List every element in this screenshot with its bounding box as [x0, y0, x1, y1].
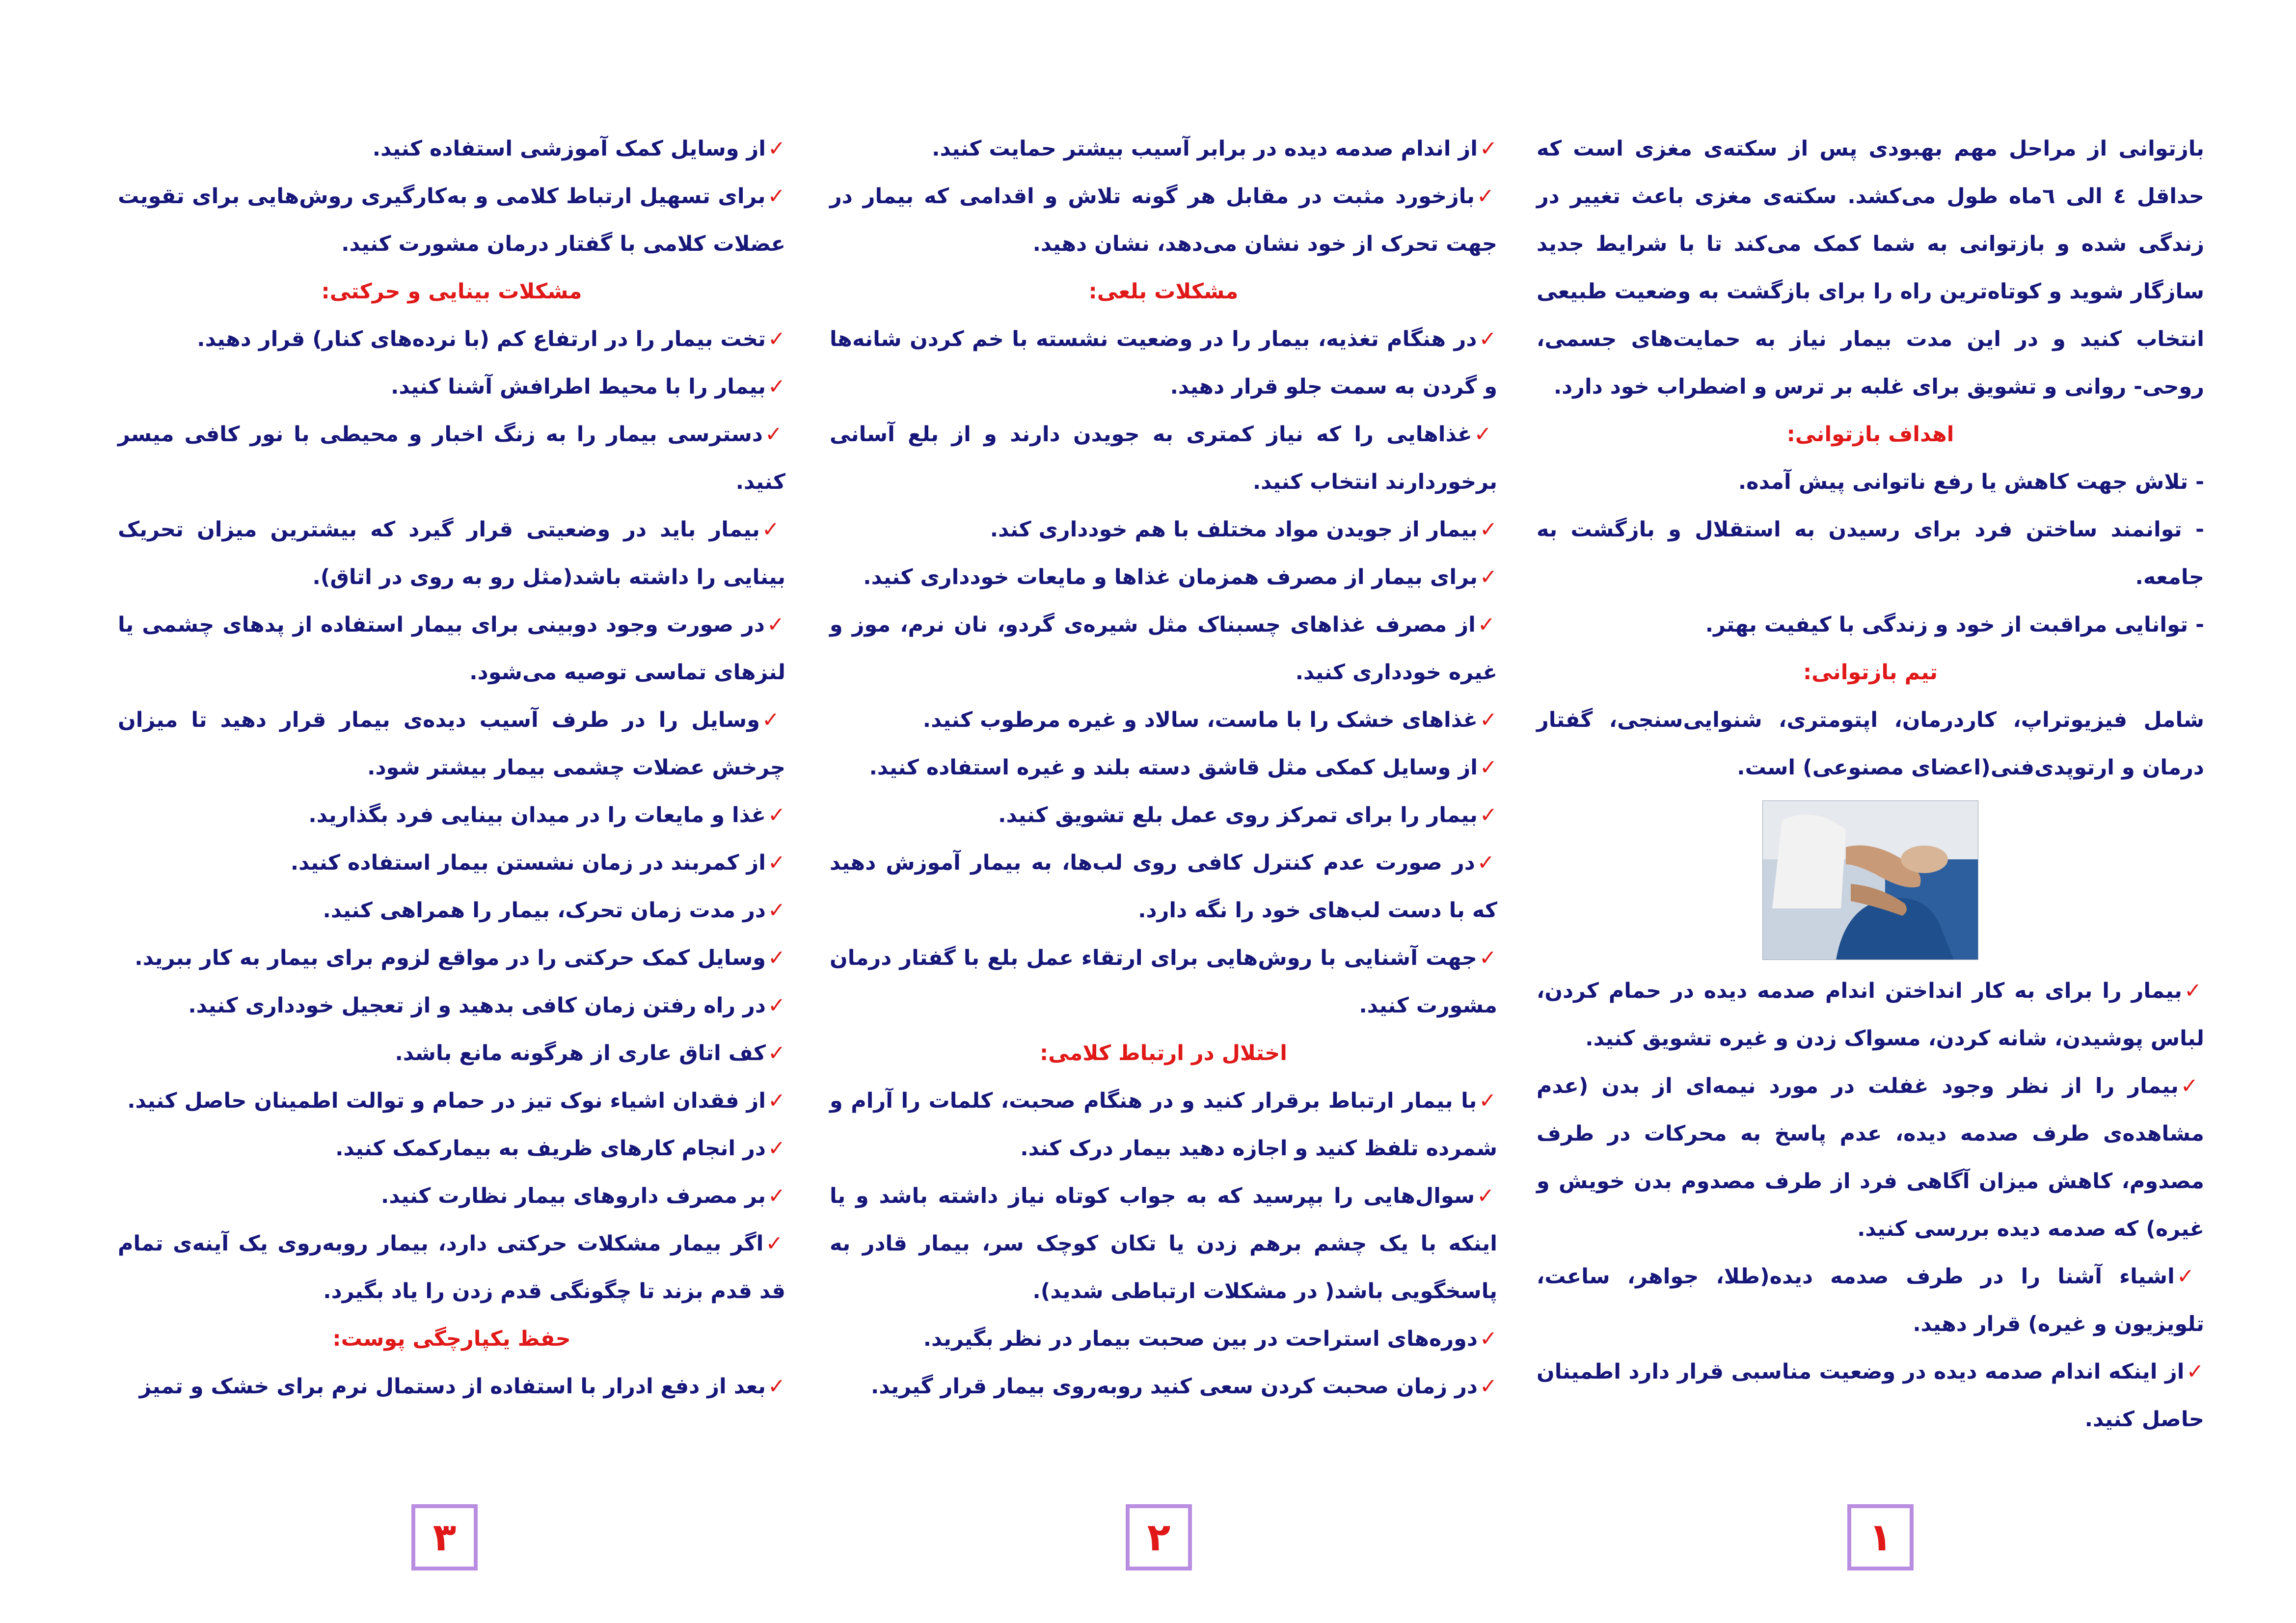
- check-icon: ✓: [767, 1136, 785, 1161]
- check-icon: ✓: [766, 612, 786, 637]
- check-icon: ✓: [1479, 1089, 1497, 1113]
- vision-heading: مشکلات بینایی و حرکتی:: [321, 279, 582, 304]
- bullet-item: ✓غذاهای خشک را با ماست، سالاد و غیره مرطوب کنید.: [922, 708, 1497, 732]
- check-icon: ✓: [767, 1374, 785, 1399]
- bullet-item: ✓از فقدان اشیاء نوک تیز در حمام و توالت اطمینان حاصل کنید.: [127, 1089, 785, 1113]
- bullet-item: ✓وسایل کمک حرکتی را در مواقع لزوم برای بیمار به کار ببرید.: [135, 946, 785, 970]
- check-icon: ✓: [767, 1184, 785, 1208]
- bullet-item: ✓اشیاء آشنا را در طرف صدمه دیده(طلا، جواهر، ساعت، تلویزیون و غیره) قرار دهید.: [1537, 1264, 2205, 1336]
- team-paragraph: شامل فیزیوتراپ، کاردرمان، اپتومتری، شنوایی‌سنجی، گفتار درمان و ارتوپدی‌فنی(اعضای مصنوعی) است.: [1537, 708, 2204, 780]
- bullet-item: ✓غذاهایی را که نیاز کمتری به جویدن دارند و از بلع آسانی برخوردارند انتخاب کنید.: [830, 422, 1497, 494]
- check-icon: ✓: [767, 136, 785, 161]
- check-icon: ✓: [767, 1041, 785, 1065]
- check-icon: ✓: [767, 851, 785, 875]
- bullet-item: ✓از وسایل کمک آموزشی استفاده کنید.: [372, 136, 785, 161]
- check-icon: ✓: [1479, 1374, 1497, 1399]
- bullet-item: ✓در راه رفتن زمان کافی بدهید و از تعجیل خودداری کنید.: [188, 993, 785, 1018]
- column-1: [1537, 125, 2204, 1443]
- bullet-item: ✓بر مصرف داروهای بیمار نظارت کنید.: [381, 1184, 785, 1208]
- goals-heading: اهداف بازتوانی:: [1786, 422, 1954, 447]
- check-icon: ✓: [1477, 851, 1497, 875]
- check-icon: ✓: [1479, 517, 1497, 542]
- check-icon: ✓: [2184, 979, 2204, 1003]
- bullet-item: ✓در مدت زمان تحرک، بیمار را همراهی کنید.: [323, 898, 785, 923]
- bullet-item: ✓از کمربند در زمان نشستن بیمار استفاده کنید.: [290, 851, 785, 875]
- bullet-item: ✓اگر بیمار مشکلات حرکتی دارد، بیمار روبه‌روی یک آینه‌ی تمام قد قدم بزند تا چگونگی قدم زدن را یاد بگیرد.: [118, 1231, 786, 1304]
- check-icon: ✓: [767, 374, 785, 399]
- check-icon: ✓: [767, 184, 786, 209]
- check-icon: ✓: [767, 993, 785, 1018]
- bullet-item: ✓از مصرف غذاهای چسبناک مثل شیره‌ی گردو، نان نرم، موز و غیره خودداری کنید.: [830, 612, 1497, 685]
- check-icon: ✓: [1479, 755, 1497, 780]
- check-icon: ✓: [767, 803, 785, 827]
- bullet-item: ✓بیمار از جویدن مواد مختلف با هم خودداری کند.: [990, 517, 1497, 542]
- check-icon: ✓: [767, 1089, 785, 1113]
- bullet-item: ✓بیمار باید در وضعیتی قرار گیرد که بیشترین میزان تحریک بینایی را داشته باشد(مثل رو به روی در اتاق).: [118, 517, 786, 589]
- page-number-2: ٢: [1126, 1504, 1192, 1570]
- bullet-item: ✓در زمان صحبت کردن سعی کنید روبه‌روی بیمار قرار گیرید.: [870, 1374, 1497, 1399]
- check-icon: ✓: [1477, 184, 1497, 209]
- bullet-item: ✓غذا و مایعات را در میدان بینایی فرد بگذارید.: [308, 803, 785, 827]
- check-icon: ✓: [1479, 1327, 1497, 1351]
- goal-item: - تلاش جهت کاهش یا رفع ناتوانی پیش آمده.: [1738, 470, 2204, 494]
- check-icon: ✓: [1477, 612, 1497, 637]
- goal-item: - توانمند ساختن فرد برای رسیدن به استقلال و بازگشت به جامعه.: [1537, 517, 2204, 589]
- bullet-item: ✓برای بیمار از مصرف همزمان غذاها و مایعات خودداری کنید.: [863, 565, 1497, 589]
- column-2: [830, 125, 1497, 1410]
- check-icon: ✓: [1477, 1184, 1497, 1208]
- bullet-item: ✓دسترسی بیمار را به زنگ اخبار و محیطی با نور کافی میسر کنید.: [118, 422, 786, 494]
- bullet-item: ✓بیمار را برای تمرکز روی عمل بلع تشویق کنید.: [998, 803, 1497, 827]
- speech-heading: اختلال در ارتباط کلامی:: [1040, 1041, 1287, 1065]
- check-icon: ✓: [1479, 803, 1497, 827]
- bullet-item: ✓در انجام کارهای ظریف به بیمارکمک کنید.: [335, 1136, 785, 1161]
- bullet-item: ✓بعد از دفع ادرار با استفاده از دستمال نرم برای خشک و تمیز: [139, 1374, 785, 1399]
- check-icon: ✓: [2176, 1264, 2205, 1289]
- bullet-item: ✓دوره‌های استراحت در بین صحبت بیمار در نظر بگیرید.: [923, 1327, 1497, 1351]
- check-icon: ✓: [1479, 946, 1497, 970]
- bullet-item: ✓برای تسهیل ارتباط کلامی و به‌کارگیری روش‌هایی برای تقویت عضلات کلامی با گفتار درمان مشورت کنید.: [118, 184, 786, 256]
- check-icon: ✓: [767, 327, 785, 351]
- check-icon: ✓: [761, 708, 785, 732]
- therapy-photo: [1762, 800, 1978, 960]
- check-icon: ✓: [1474, 422, 1497, 447]
- check-icon: ✓: [1479, 708, 1497, 732]
- goal-item: - توانایی مراقبت از خود و زندگی با کیفیت بهتر.: [1705, 612, 2204, 637]
- bullet-item: ✓وسایل را در طرف آسیب دیده‌ی بیمار قرار دهید تا میزان چرخش عضلات چشمی بیمار بیشتر شود.: [118, 708, 785, 780]
- bullet-item: ✓بازخورد مثبت در مقابل هر گونه تلاش و اقدامی که بیمار در جهت تحرک از خود نشان می‌دهد، نشان دهید.: [830, 184, 1497, 256]
- check-icon: ✓: [1479, 136, 1497, 161]
- bullet-item: ✓تخت بیمار را در ارتفاع کم (با نرده‌های کنار) قرار دهید.: [197, 327, 785, 351]
- bullet-item: ✓سوال‌هایی را بپرسید که به جواب کوتاه نیاز داشته باشد و یا اینکه با یک چشم برهم زدن یا تکان کوچک سر، بیمار قادر به پاسخگویی باشد( در مشکلات ارتباطی شدید).: [830, 1184, 1497, 1304]
- check-icon: ✓: [1479, 327, 1497, 351]
- intro-paragraph: بازتوانی از مراحل مهم بهبودی پس از سکته‌ی مغزی است که حداقل ٤ الی ٦ماه طول می‌کشد. سکته‌ی مغزی باعث تغییر در زندگی شده و بازتوانی به شما کمک می‌کند تا با شرایط جدید سازگار شوید و کوتاه‌ترین راه را برای بازگشت به وضعیت طبیعی انتخاب کنید و در این مدت بیمار نیاز به حمایت‌های جسمی، روحی- روانی و تشویق برای غلبه بر ترس و اضطراب خود دارد.: [1537, 136, 2204, 399]
- bullet-item: ✓از اینکه اندام صدمه دیده در وضعیت مناسبی قرار دارد اطمینان حاصل کنید.: [1537, 1359, 2204, 1432]
- page-number-1: ١: [1847, 1504, 1914, 1570]
- bullet-item: ✓با بیمار ارتباط برقرار کنید و در هنگام صحبت، کلمات را آرام و شمرده تلفظ کنید و اجازه دهید بیمار درک کند.: [830, 1089, 1497, 1161]
- swallow-heading: مشکلات بلعی:: [1088, 279, 1239, 304]
- check-icon: ✓: [767, 898, 785, 923]
- photo-container: [1537, 792, 2204, 967]
- check-icon: ✓: [765, 1231, 786, 1256]
- bullet-item: ✓در صورت عدم کنترل کافی روی لب‌ها، به بیمار آموزش دهید که با دست لب‌های خود را نگه دارد.: [830, 851, 1497, 923]
- bullet-item: ✓از وسایل کمکی مثل قاشق دسته بلند و غیره استفاده کنید.: [869, 755, 1497, 780]
- bullet-item: ✓بیمار را از نظر وجود غفلت در مورد نیمه‌ای از بدن (عدم مشاهده‌ی طرف صدمه دیده، عدم پاسخ به محرکات در طرف مصدوم، کاهش میزان آگاهی فرد از طرف مصدوم بدن خویش و غیره) که صدمه دیده بررسی کنید.: [1537, 1074, 2205, 1241]
- bullet-item: ✓بیمار را برای به کار انداختن اندام صدمه دیده در حمام کردن، لباس پوشیدن، شانه کردن، مسواک زدن و غیره تشویق کنید.: [1537, 979, 2204, 1051]
- page-number-3: ٣: [411, 1504, 478, 1570]
- bullet-item: ✓از اندام صدمه دیده در برابر آسیب بیشتر حمایت کنید.: [932, 136, 1497, 161]
- bullet-item: ✓در صورت وجود دوبینی برای بیمار استفاده از پد‌های چشمی یا لنزهای تماسی توصیه می‌شود.: [118, 612, 786, 685]
- check-icon: ✓: [2186, 1359, 2204, 1384]
- skin-heading: حفظ یکپارچگی پوست:: [332, 1327, 571, 1351]
- check-icon: ✓: [2180, 1074, 2205, 1098]
- check-icon: ✓: [767, 946, 785, 970]
- team-heading: تیم بازتوانی:: [1803, 660, 1938, 685]
- check-icon: ✓: [761, 517, 786, 542]
- bullet-item: ✓بیمار را با محیط اطرافش آشنا کنید.: [391, 374, 785, 399]
- column-3: [118, 125, 785, 1410]
- check-icon: ✓: [1479, 565, 1497, 589]
- bullet-item: ✓کف اتاق عاری از هرگونه مانع باشد.: [395, 1041, 785, 1065]
- bullet-item: ✓در هنگام تغذیه، بیمار را در وضعیت نشسته با خم کردن شانه‌ها و گردن به سمت جلو قرار دهید.: [830, 327, 1497, 399]
- check-icon: ✓: [765, 422, 786, 447]
- bullet-item: ✓جهت آشنایی با روش‌هایی برای ارتقاء عمل بلع با گفتار درمان مشورت کنید.: [830, 946, 1497, 1018]
